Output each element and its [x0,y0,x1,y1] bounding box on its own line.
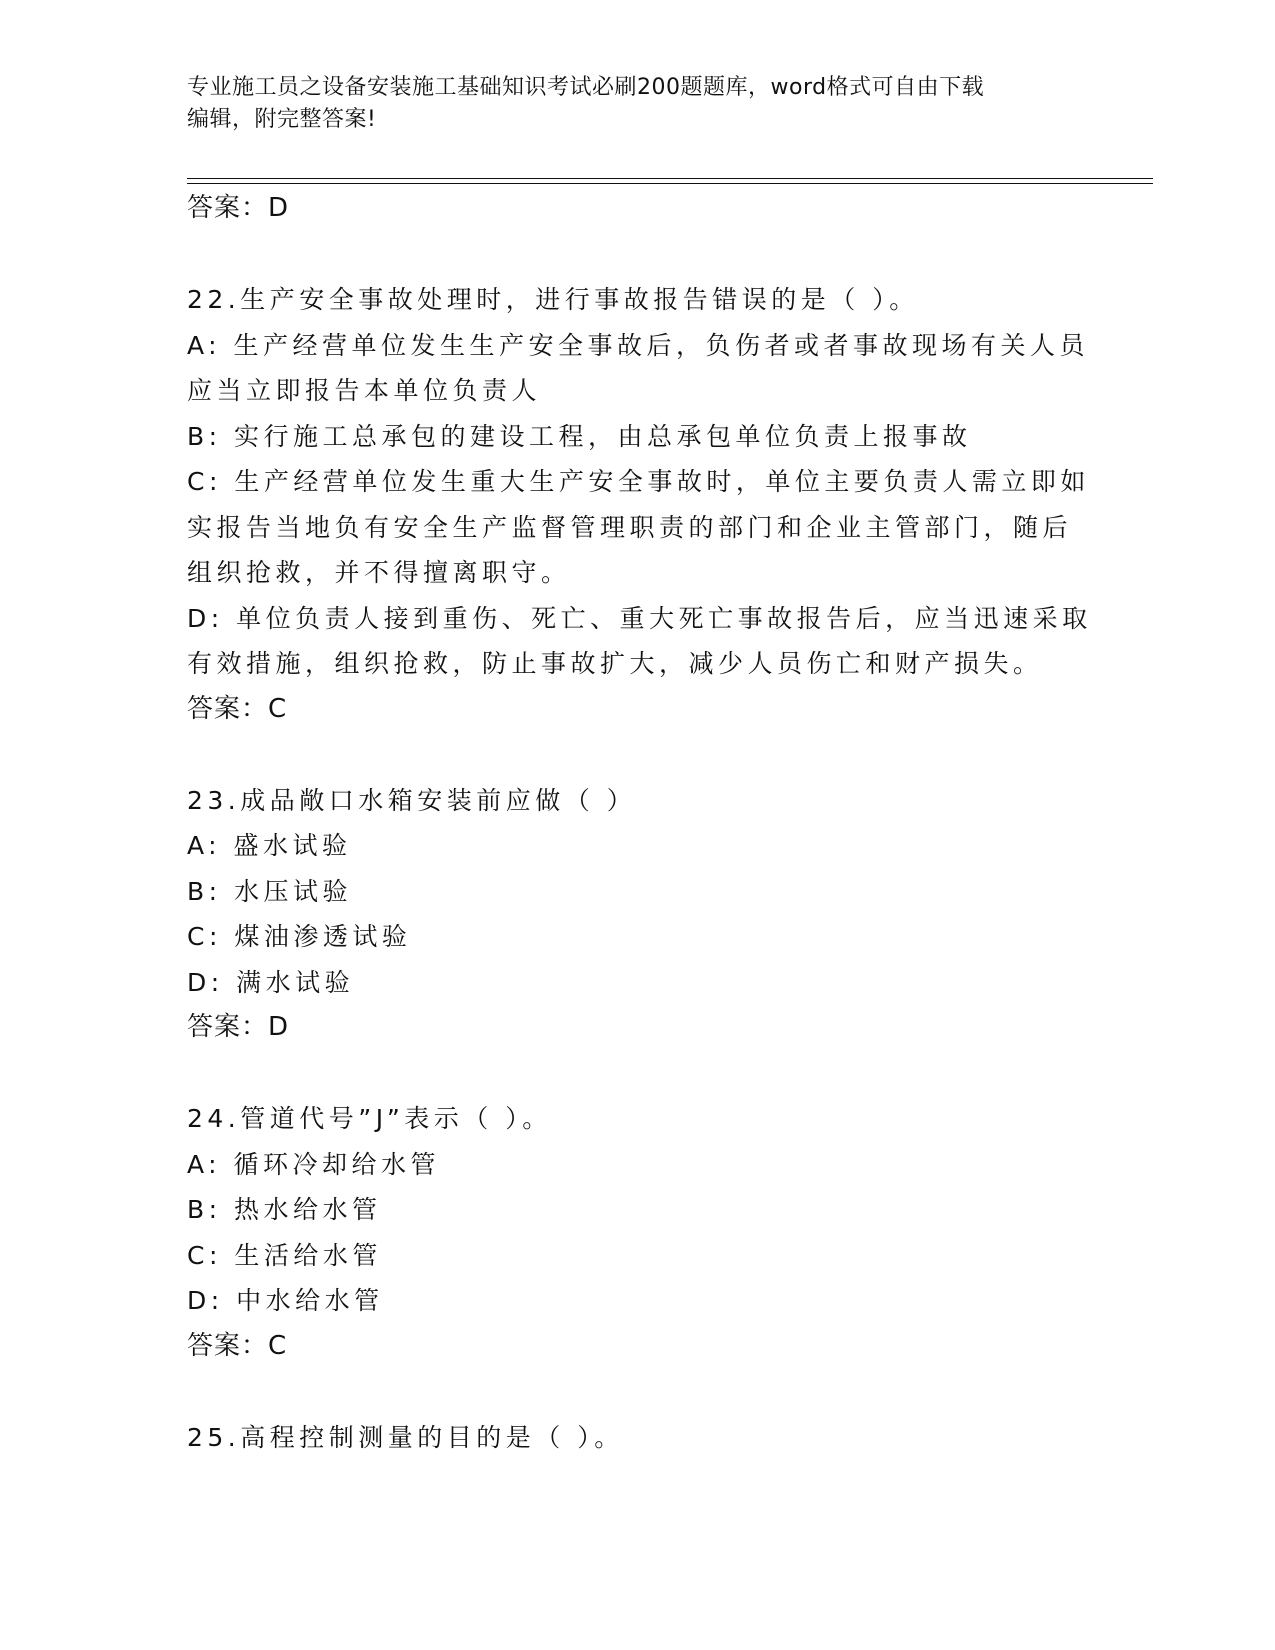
option-d: D: 单位负责人接到重伤、死亡、重大死亡事故报告后，应当迅速采取 [187,603,1092,633]
answer: 答案：C [187,1330,288,1361]
header-line-2: 编辑，附完整答案! [187,107,377,132]
option-a: A: 生产经营单位发生生产安全事故后，负伤者或者事故现场有关人员 [187,330,1090,360]
spacer [187,1051,1087,1097]
spacer [187,1369,1087,1415]
option-b: B: 热水给水管 [187,1195,382,1224]
option-a: A: 循环冷却给水管 [187,1149,441,1179]
answer: 答案：D [187,1012,290,1042]
answer-q21: 答案：D [187,193,290,223]
option-c: C: 煤油渗透试验 [187,922,412,951]
spacer [187,232,1087,278]
document-header [187,72,1087,136]
answer: 答案：C [187,693,288,724]
option-c-cont: 实报告当地负有安全生产监督管理职责的部门和企业主管部门，随后 [187,512,1073,542]
question-list [187,186,1092,1460]
option-c: C: 生活给水管 [187,1240,382,1270]
spacer [187,732,1087,778]
question-title: 23.成品敞口水箱安装前应做（ ） [187,785,637,815]
header-line-1: 专业施工员之设备安装施工基础知识考试必刷200题题库，word格式可自由下载 [187,75,985,100]
option-c: C: 生产经营单位发生重大生产安全事故时，单位主要负责人需立即如 [187,467,1090,496]
question-title: 25.高程控制测量的目的是（ ）。 [187,1422,624,1452]
option-d: D: 中水给水管 [187,1286,384,1315]
question-23 [187,778,1087,1051]
option-a-cont: 应当立即报告本单位负责人 [187,376,542,405]
header-rule-bottom [187,183,1153,184]
header-rule-top [187,178,1153,179]
option-a: A: 盛水试验 [187,831,352,860]
option-d: D: 满水试验 [187,967,355,997]
option-b: B: 水压试验 [187,876,353,906]
question-22 [187,277,1092,732]
question-25 [187,1415,1087,1461]
option-c-cont: 组织抢救，并不得擅离职守。 [187,558,571,587]
option-b: B: 实行施工总承包的建设工程，由总承包单位负责上报事故 [187,421,972,451]
question-title: 22.生产安全事故处理时，进行事故报告错误的是（ ）。 [187,285,919,314]
question-title: 24.管道代号”J”表示（ ）。 [187,1104,552,1133]
question-24 [187,1096,1087,1369]
option-d-cont: 有效措施，组织抢救，防止事故扩大，减少人员伤亡和财产损失。 [187,649,1043,678]
